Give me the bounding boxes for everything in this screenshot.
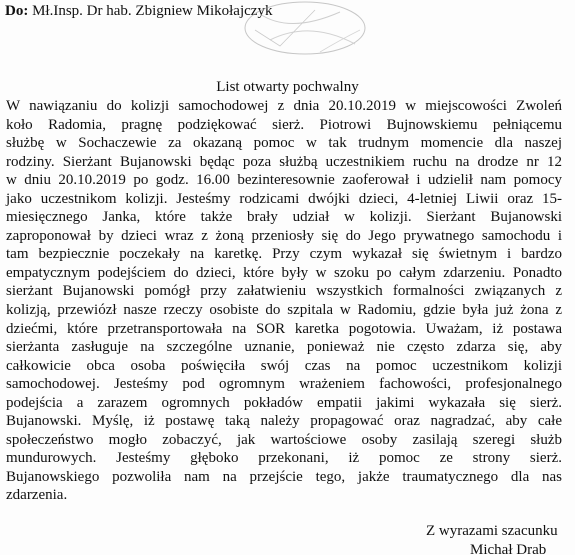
received-stamp [220,0,370,68]
body-line: kolizją, przewiózł nasze rzeczy osobiste do szpitala w Radomiu, gdzie była już żona z [6,302,562,319]
to-label: Do: [5,3,29,19]
body-line: mundurowych. Jesteśmy głęboko przekonani, iż pomoc ze strony sierż. [6,450,562,467]
closing-text: Z wyrazami szacunku [426,523,558,539]
letter-title: List otwarty pochwalny [216,79,359,95]
body-line: tam bezpiecznie poczekały na karetkę. Przy czym wykazał się świetnym i bardzo [6,246,562,263]
recipient-name: Mł.Insp. Dr hab. Zbigniew Mikołajczyk [32,3,273,19]
body-line: całkowicie obca osoba poświęciła swój czas na pomoc uczestnikom kolizji [6,357,562,374]
body-line: rodziny. Sierżant Bujanowski będąc poza służbą uczestnikiem ruchu na drodze nr 12 [6,153,562,170]
letter-body [6,97,562,505]
body-line: dziećmi, które przetransportowała na SOR karetka pogotowia. Uważam, iż postawa [6,320,562,337]
body-line: miesięcznego Janka, które także brały udział w kolizji. Sierżant Bujanowski [6,209,562,226]
body-line: służbę w Sochaczewie za okazaną pomoc w tak trudnym momencie dla naszej [6,135,562,152]
body-line: sierżanta zasługuje na szczególne uznanie, ponieważ nie często zdarza się, aby [6,339,562,356]
body-line: Bujanowski. Myślę, iż postawę taką należy propagować oraz nagradzać, aby całe [6,413,562,430]
body-line: koło Radomia, pragnę podziękować sierż. Piotrowi Bujnowskiemu pełniącemu [6,116,562,133]
body-line: empatycznym podejściem do dzieci, które były w szoku po całym zdarzeniu. Ponadto [6,264,562,281]
body-line: Bujanowskiego pozwoliła nam na przejście tego, jakże traumatycznego dla nas [6,468,562,485]
body-line: sierżant Bujanowski pomógł przy załatwieniu wszystkich formalności związanych z [6,283,562,300]
body-line: jako uczestnikom kolizji. Jesteśmy rodzicami dwójki dzieci, 4-letniej Liwii oraz 15- [6,190,562,207]
body-line: W nawiązaniu do kolizji samochodowej z dnia 20.10.2019 w miejscowości Zwoleń [6,98,562,114]
body-line: zdarzenia. [6,487,68,504]
body-line: podejścia a zarazem ogromnych pokładów empatii jakimi wykazała się sierż. [6,394,562,411]
body-line: społeczeństwo mogło zobaczyć, jak wartościowe osoby zasilają szeregi służb [6,431,562,448]
body-line: samochodowej. Jesteśmy pod ogromnym wrażeniem fachowości, profesjonalnego [6,376,562,393]
body-line: zaproponował by dzieci wraz z żoną przeniosły się do Jego prywatnego samochodu i [6,227,562,244]
signature-name: Michał Drab [470,542,547,558]
body-line: w dniu 20.10.2019 po godz. 16.00 bezinteresownie zaoferował i udzielił nam pomocy [6,172,562,189]
